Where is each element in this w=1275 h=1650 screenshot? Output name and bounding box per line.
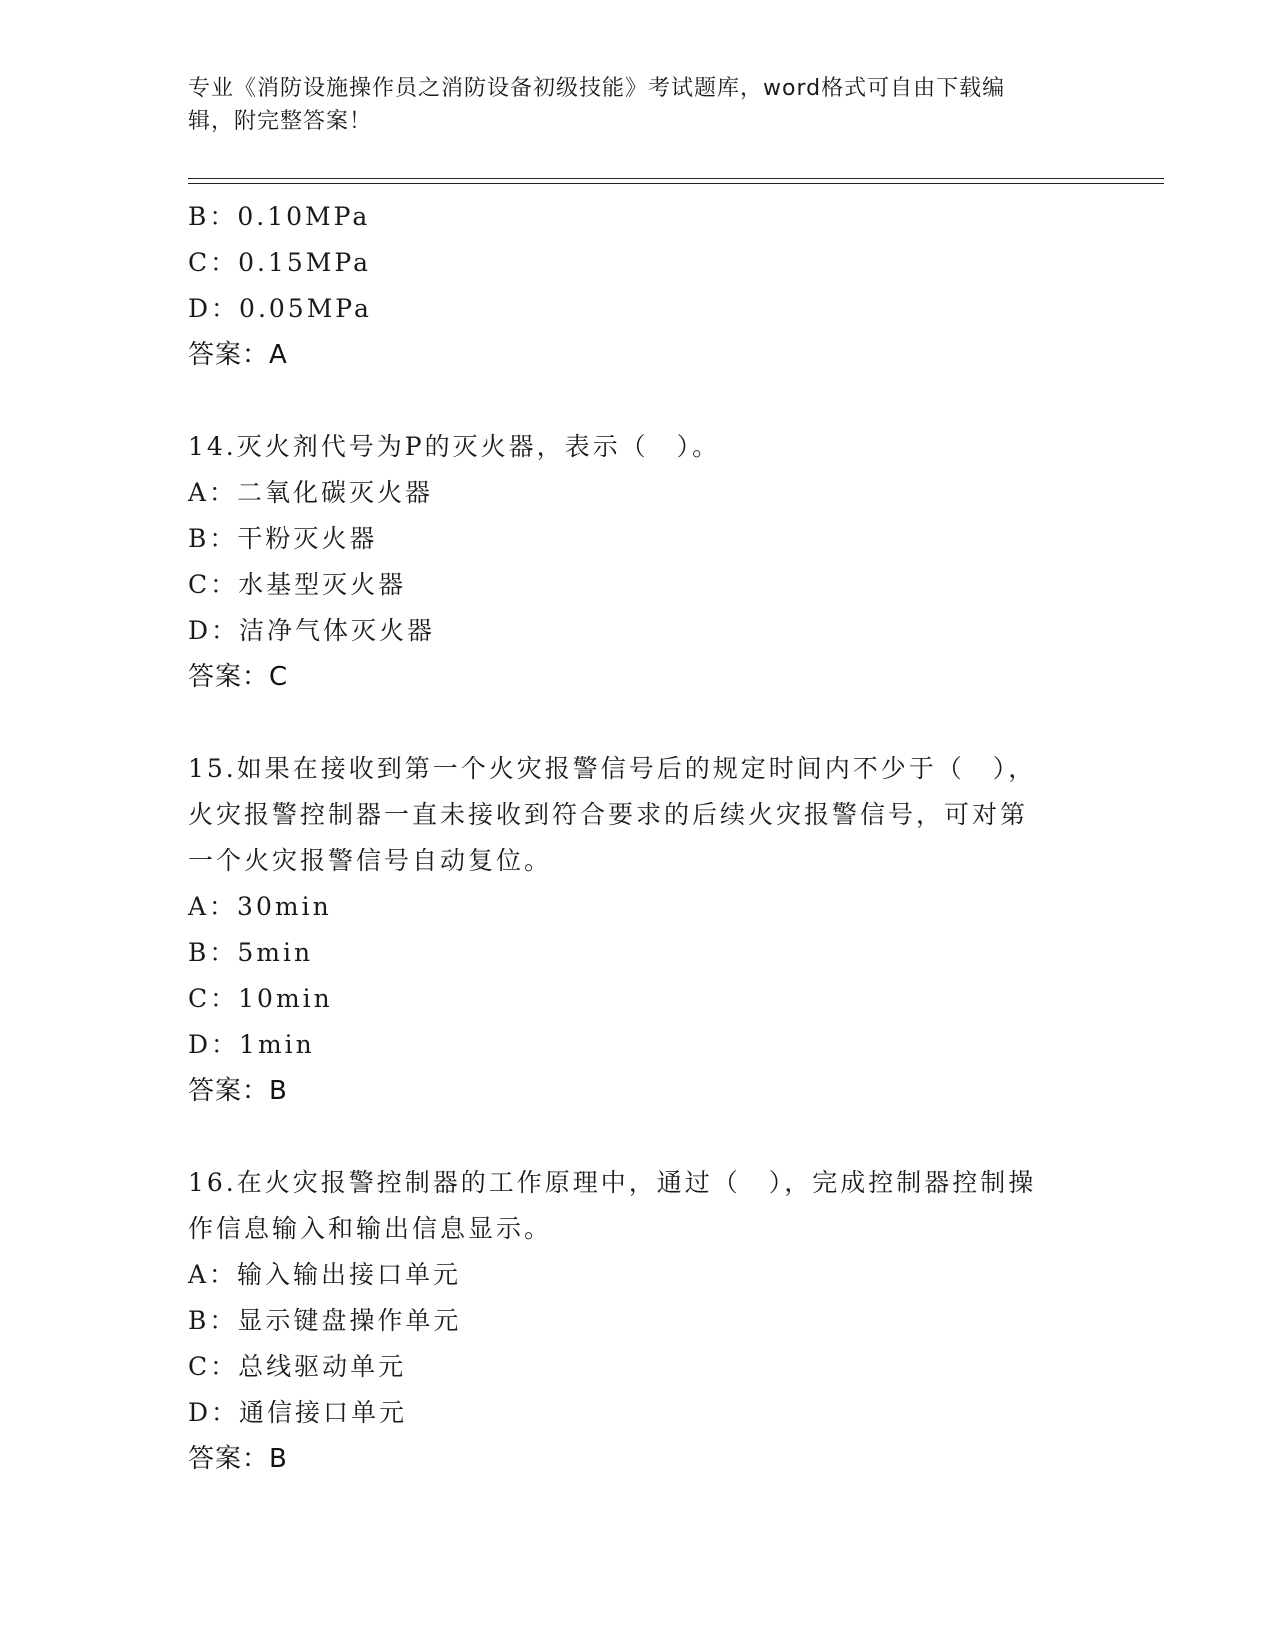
question-15 xyxy=(188,746,1148,1114)
question-stem: 一个火灾报警信号自动复位。 xyxy=(188,846,553,875)
option-c: C：0.15MPa xyxy=(188,248,371,277)
option-d: D：通信接口单元 xyxy=(188,1398,408,1427)
answer-line: 答案：C xyxy=(188,662,289,692)
question-stem: 16.在火灾报警控制器的工作原理中，通过（ ），完成控制器控制操 xyxy=(188,1168,1037,1197)
header-rule-top xyxy=(188,178,1164,179)
header-rule-bottom xyxy=(188,183,1164,184)
document-header xyxy=(188,72,1088,138)
option-a: A：输入输出接口单元 xyxy=(188,1260,462,1289)
header-line-1: 专业《消防设施操作员之消防设备初级技能》考试题库，word格式可自由下载编 xyxy=(188,76,1006,101)
question-16 xyxy=(188,1160,1148,1482)
option-b: B：0.10MPa xyxy=(188,202,371,231)
option-b: B：显示键盘操作单元 xyxy=(188,1306,462,1335)
option-c: C：总线驱动单元 xyxy=(188,1352,407,1381)
answer-line: 答案：A xyxy=(188,340,288,370)
question-stem: 14.灭火剂代号为P的灭火器，表示（ ）。 xyxy=(188,432,721,461)
answer-line: 答案：B xyxy=(188,1076,288,1106)
option-d: D：洁净气体灭火器 xyxy=(188,616,436,645)
option-c: C：10min xyxy=(188,984,333,1013)
option-d: D：1min xyxy=(188,1030,315,1059)
option-a: A：30min xyxy=(188,892,332,921)
option-d: D：0.05MPa xyxy=(188,294,372,323)
question-14 xyxy=(188,424,1148,700)
question-stem: 火灾报警控制器一直未接收到符合要求的后续火灾报警信号，可对第 xyxy=(188,800,1029,829)
option-a: A：二氧化碳灭火器 xyxy=(188,478,434,507)
option-b: B：5min xyxy=(188,938,314,967)
question-stem: 15.如果在接收到第一个火灾报警信号后的规定时间内不少于（ ）， xyxy=(188,754,1037,783)
option-b: B：干粉灭火器 xyxy=(188,524,378,553)
answer-line: 答案：B xyxy=(188,1444,288,1474)
option-c: C：水基型灭火器 xyxy=(188,570,407,599)
question-list xyxy=(188,194,1148,1482)
question-stem: 作信息输入和输出信息显示。 xyxy=(188,1214,553,1243)
question-13-fragment xyxy=(188,194,1148,378)
header-line-2: 辑，附完整答案！ xyxy=(188,109,373,134)
